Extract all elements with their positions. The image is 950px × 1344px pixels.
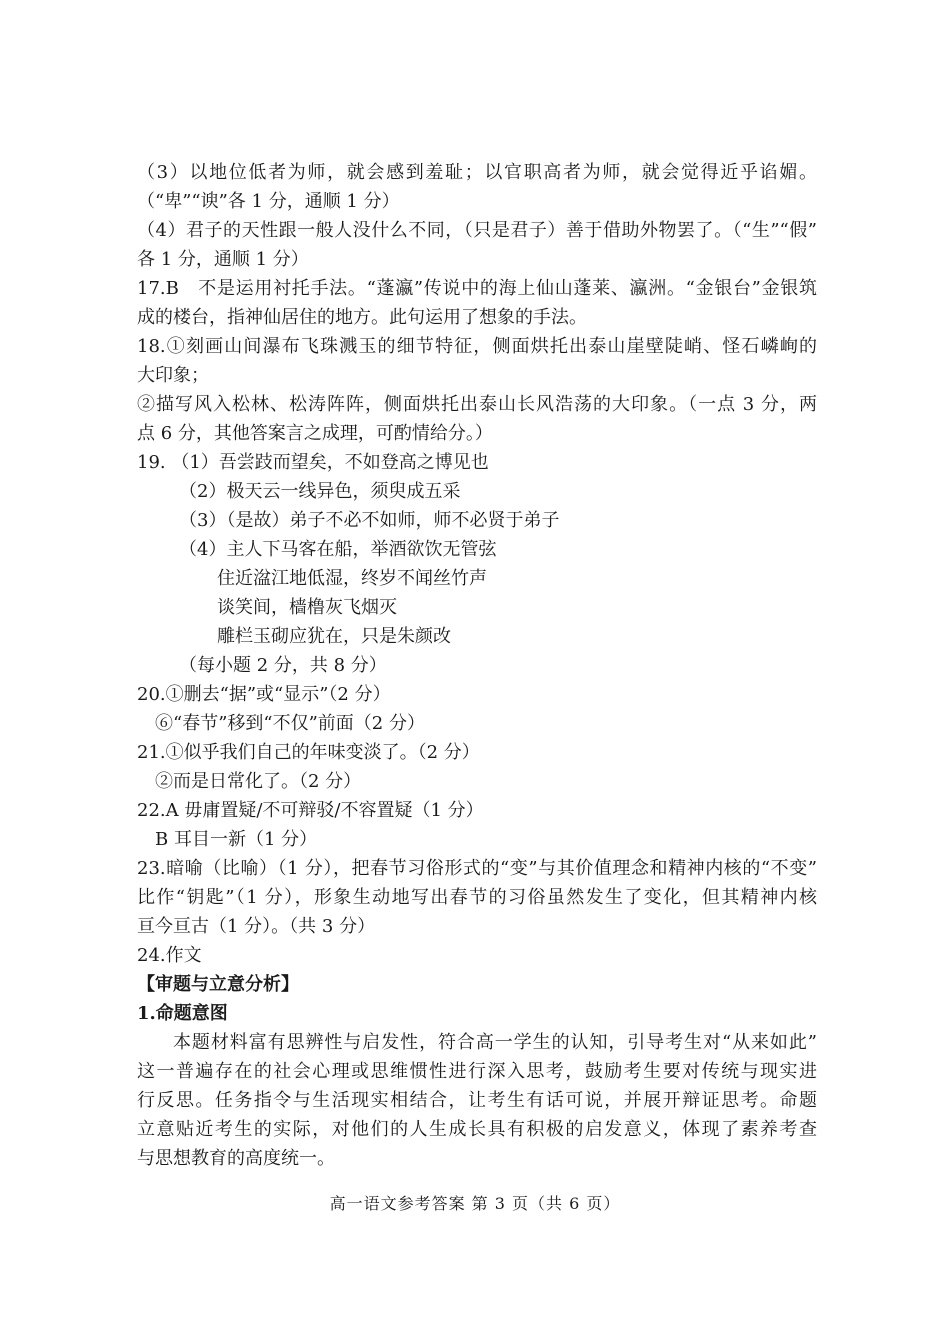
answer-line: B 耳目一新（1 分） xyxy=(155,829,318,850)
answer-line: 19. （1）吾尝跂而望矣，不如登高之博见也 xyxy=(137,452,489,473)
page-footer: 高一语文参考答案 第 3 页（共 6 页） xyxy=(329,1194,621,1213)
section-heading: 【审题与立意分析】 xyxy=(137,974,299,995)
answer-line: （每小题 2 分，共 8 分） xyxy=(179,655,387,676)
answer-line: （3）（是故）弟子不必不如师，师不必贤于弟子 xyxy=(179,510,560,531)
answer-line: 点 6 分，其他答案言之成理，可酌情给分。） xyxy=(137,423,493,444)
answer-line: 22.A 毋庸置疑/不可辩驳/不容置疑（1 分） xyxy=(137,800,484,821)
answer-line: ⑥“春节”移到“不仅”前面（2 分） xyxy=(155,713,425,734)
paragraph-line: 与思想教育的高度统一。 xyxy=(137,1148,335,1169)
paragraph-line: 本题材料富有思辨性与启发性，符合高一学生的认知，引导考生对“从来如此” xyxy=(173,1032,817,1053)
answer-line: 谈笑间，樯橹灰飞烟灭 xyxy=(217,597,397,618)
answer-line: （“卑”“谀”各 1 分，通顺 1 分） xyxy=(137,191,400,212)
answer-line: 21.①似乎我们自己的年味变淡了。（2 分） xyxy=(137,742,480,763)
answer-line: ②描写风入松林、松涛阵阵，侧面烘托出泰山长风浩荡的大印象。（一点 3 分，两 xyxy=(137,394,817,415)
paragraph-line: 立意贴近考生的实际，对他们的人生成长具有积极的启发意义，体现了素养考查 xyxy=(137,1119,817,1140)
answer-line: 比作“钥匙”（1 分），形象生动地写出春节的习俗虽然发生了变化，但其精神内核 xyxy=(137,887,817,908)
answer-line: 成的楼台，指神仙居住的地方。此句运用了想象的手法。 xyxy=(137,307,587,328)
answer-line: 各 1 分，通顺 1 分） xyxy=(137,249,309,270)
answer-line: （2）极天云一线异色，须臾成五采 xyxy=(179,481,461,502)
answer-line: 住近湓江地低湿，终岁不闻丝竹声 xyxy=(217,568,487,589)
subsection-heading: 1.命题意图 xyxy=(137,1003,228,1024)
answer-line: ②而是日常化了。（2 分） xyxy=(155,771,362,792)
answer-line: 24.作文 xyxy=(137,945,202,966)
answer-line: （4）主人下马客在船，举酒欲饮无管弦 xyxy=(179,539,497,560)
answer-content xyxy=(137,158,817,1173)
paragraph-line: 这一普遍存在的社会心理或思维惯性进行深入思考，鼓励考生要对传统与现实进 xyxy=(137,1061,817,1082)
answer-line: （3）以地位低者为师，就会感到羞耻；以官职高者为师，就会觉得近乎谄媚。 xyxy=(137,162,817,183)
answer-line: 20.①删去“据”或“显示”（2 分） xyxy=(137,684,391,705)
answer-line: 17.B 不是运用衬托手法。“蓬瀛”传说中的海上仙山蓬莱、瀛洲。“金银台”金银筑 xyxy=(137,278,817,299)
answer-line: 18.①刻画山间瀑布飞珠溅玉的细节特征，侧面烘托出泰山崖壁陡峭、怪石嶙峋的 xyxy=(137,336,817,357)
answer-line: 雕栏玉砌应犹在，只是朱颜改 xyxy=(217,626,451,647)
answer-line: 大印象； xyxy=(137,365,209,386)
answer-line: 亘今亘古（1 分）。（共 3 分） xyxy=(137,916,376,937)
answer-line: （4）君子的天性跟一般人没什么不同，（只是君子）善于借助外物罢了。（“生”“假” xyxy=(137,220,817,241)
answer-line: 23.暗喻（比喻）（1 分），把春节习俗形式的“变”与其价值理念和精神内核的“不变” xyxy=(137,858,817,879)
paragraph-line: 行反思。任务指令与生活现实相结合，让考生有话可说，并展开辩证思考。命题 xyxy=(137,1090,817,1111)
